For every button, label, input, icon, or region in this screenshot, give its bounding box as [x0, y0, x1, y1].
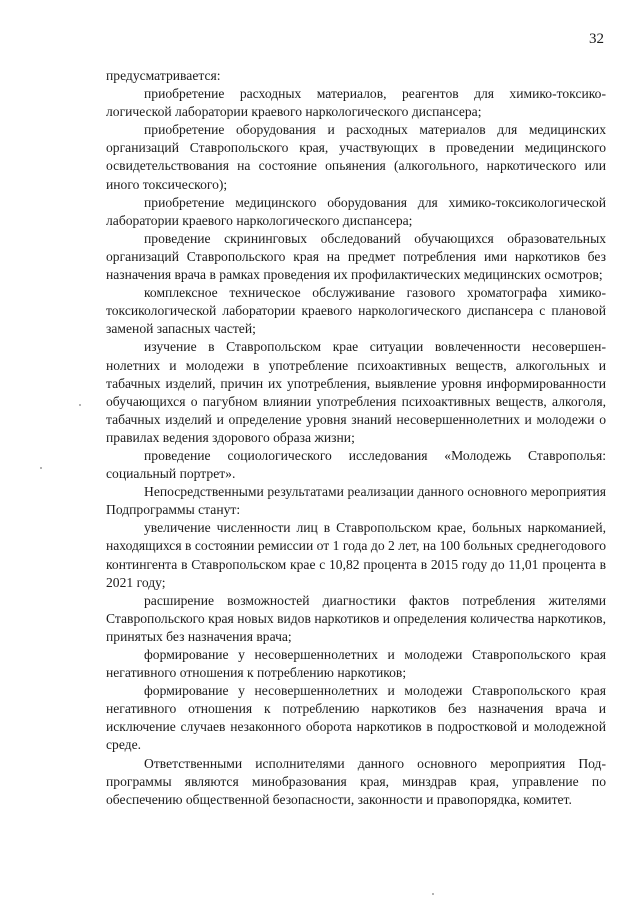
paragraph: предусматривается:: [106, 68, 221, 83]
paragraph: комплексное техническое обслуживание газового хроматографа химико-токсикологической лаборатории краевого наркологического диспансера с плановой заменой запасных частей;: [106, 285, 606, 337]
paragraph: расширение возможностей диагностики фактов потребления жителями Ставропольского края новых видов наркотиков и определения количества наркотиков, принятых без назначения врача;: [106, 592, 606, 644]
scan-speck: [432, 893, 434, 895]
scan-speck: [79, 404, 81, 406]
document-body: [106, 67, 606, 809]
paragraph: формирование у несовершеннолетних и молодежи Ставропольского края негативного отношения к потреблению наркотиков;: [106, 647, 606, 681]
page-number: 32: [589, 31, 604, 47]
paragraph: формирование у несовершеннолетних и молодежи Ставропольского края негативного отношения к потреблению наркотиков без назначения врача и исключение случаев незаконного оборота наркотиков в подростковой и молодежной среде.: [106, 683, 606, 753]
paragraph: увеличение численности лиц в Ставропольском крае, больных наркоманией, находящихся в состоянии ремиссии от 1 года до 2 лет, на 100 больных среднегодового контингента в Ставропольском крае с 10,82 процента в 2015 году до 11,01 процента в 2021 году;: [106, 520, 606, 590]
paragraph: приобретение медицинского оборудования для химико-токсикологической лаборатории краевого наркологического диспансера;: [106, 194, 606, 228]
paragraph: проведение социологического исследования «Молодежь Ставрополья: социальный портрет».: [106, 447, 606, 482]
scan-speck: [40, 467, 42, 469]
paragraph: Ответственными исполнителями данного основного мероприятия Подпрограммы являются минобразования края, минздрав края, управление по обеспечению общественной безопасности, законности и правопорядка, комитет.: [106, 755, 606, 807]
paragraph: изучение в Ставропольском крае ситуации вовлеченности несовершеннолетних и молодежи в употребление психоактивных веществ, алкогольных и табачных изделий, причин их употребления, выявление уровня информированности обучающихся о пагубном влиянии употребления психоактивных веществ, алкоголя, табачных изделий и определение уровня знаний несовершеннолетних и молодежи о правилах ведения здорового образа жизни;: [106, 339, 606, 445]
paragraph: проведение скрининговых обследований обучающихся образовательных организаций Ставропольского края на предмет потребления ими наркотиков без назначения врача в рамках проведения их профилактических медицинских осмотров;: [106, 230, 606, 283]
paragraph: Непосредственными результатами реализации данного основного мероприятия Подпрограммы станут:: [106, 484, 606, 518]
paragraph: приобретение оборудования и расходных материалов для медицинских организаций Ставропольского края, участвующих в проведении медицинского освидетельствования на состояние опьянения (алкогольного, наркотического или иного токсического);: [106, 122, 606, 192]
paragraph: приобретение расходных материалов, реагентов для химико-токсикологической лаборатории краевого наркологического диспансера;: [106, 86, 606, 120]
